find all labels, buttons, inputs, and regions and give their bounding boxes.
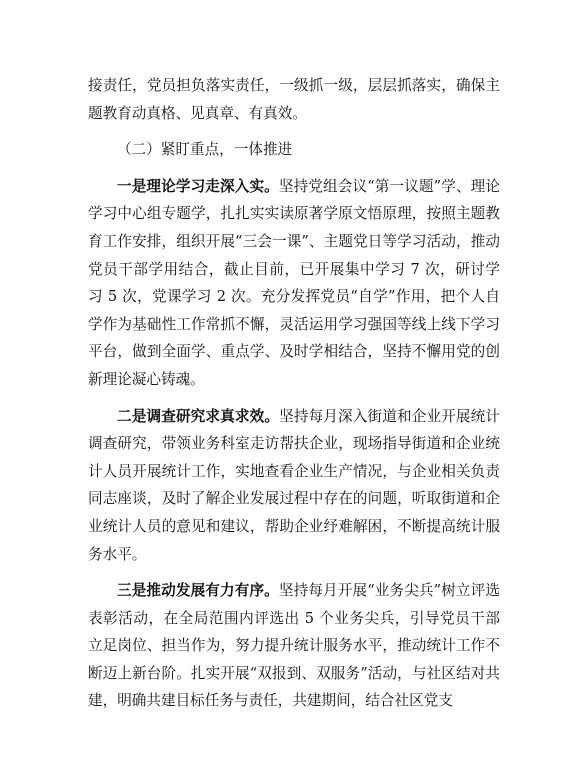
paragraph-development	[88, 577, 500, 715]
paragraph-lead: 一是理论学习走深入实。	[117, 177, 279, 195]
paragraph-theory-study	[88, 173, 500, 394]
paragraph-lead: 三是推动发展有力有序。	[117, 582, 279, 600]
section-heading	[88, 136, 500, 164]
paragraph-text: 坚持每月开展“业务尖兵”树立评选表彰活动，在全局范围内评选出 5 个业务尖兵，引导党员干部立足岗位、担当作为，努力提升统计服务水平，推动统计工作不断迈上新台阶。扎实开展“双报到、双服务”活动，与社区结对共建，明确共建目标任务与责任，共建期间，结合社区党支	[88, 582, 500, 710]
paragraph-text: 坚持每月深入街道和企业开展统计调查研究，带领业务科室走访帮扶企业，现场指导街道和企业统计人员开展统计工作，实地查看企业生产情况，与企业相关负责同志座谈，及时了解企业发展过程中存在的问题，听取街道和企业统计人员的意见和建议，帮助企业纾难解困，不断提高统计服务水平。	[88, 407, 500, 563]
paragraph-continuation	[88, 72, 500, 127]
paragraph-lead: 二是调查研究求真求效。	[117, 407, 280, 425]
document-body	[88, 72, 500, 715]
section-heading-text: （二）紧盯重点，一体推进	[117, 141, 293, 159]
paragraph-research	[88, 403, 500, 569]
paragraph-text: 坚持党组会议“第一议题”学、理论学习中心组专题学，扎扎实实读原著学原文悟原理，按照主题教育工作安排，组织开展“三会一课”、主题党日等学习活动，推动党员干部学用结合，截止目前，已开展集中学习 7 次，研讨学习 5 次，党课学习 2 次。充分发挥党员“自学”作用，把个人自学作为基础性工作常抓不懈，灵活运用学习强国等线上线下学习平台，做到全面学、重点学、及时学相结合，坚持不懈用党的创新理论凝心铸魂。	[88, 177, 500, 388]
paragraph-text: 接责任，党员担负落实责任，一级抓一级，层层抓落实，确保主题教育动真格、见真章、有真效。	[88, 77, 500, 122]
